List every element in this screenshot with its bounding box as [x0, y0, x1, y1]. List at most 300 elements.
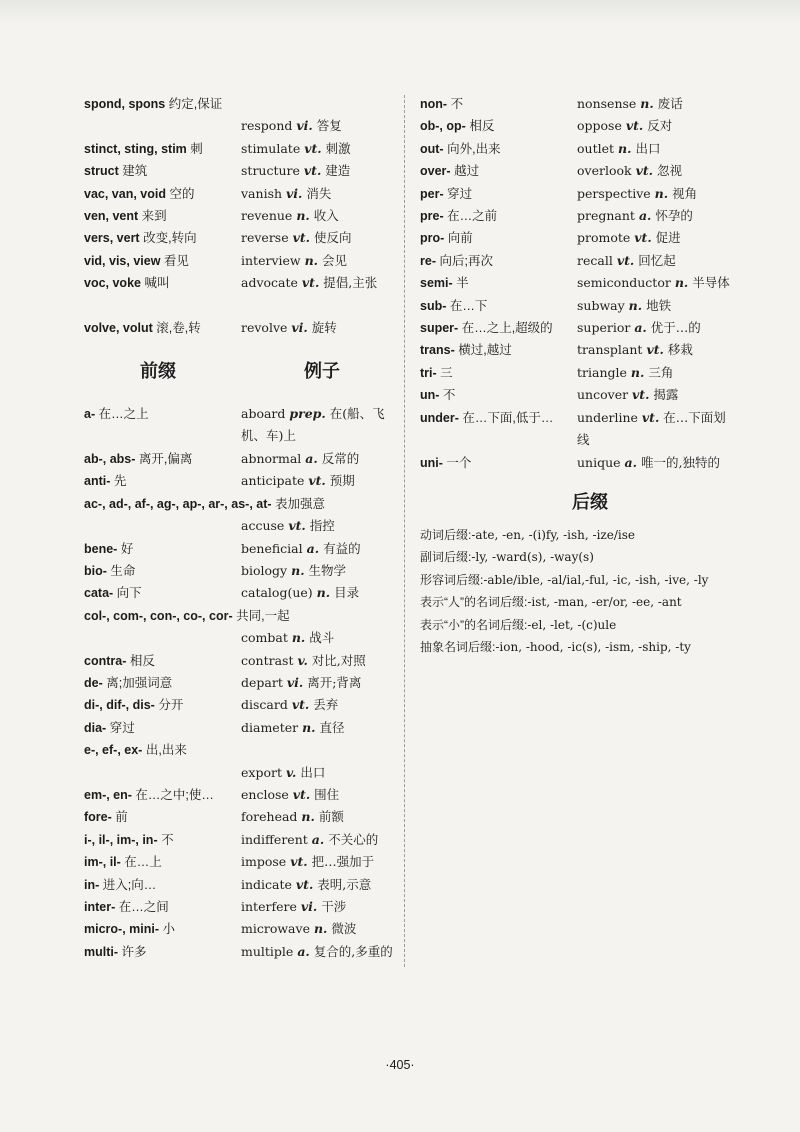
example-cell — [241, 183, 402, 205]
example-meaning: 在…下面划线 — [577, 409, 726, 448]
example-cell — [241, 272, 402, 294]
affix-text: semi- — [420, 276, 453, 291]
table-row — [84, 650, 402, 672]
table-row — [84, 317, 402, 339]
example-cell — [577, 205, 730, 227]
prefix-list-right — [420, 93, 730, 474]
example-word: superior — [577, 320, 631, 336]
affix-cell — [84, 650, 241, 672]
suffix-label: 抽象名词后缀: — [420, 639, 496, 654]
example-cell — [577, 317, 730, 339]
affix-cell — [84, 851, 241, 873]
part-of-speech: n. — [302, 719, 316, 735]
example-word: interview — [241, 252, 301, 268]
example-word: indicate — [241, 876, 292, 892]
affix-meaning: 滚,卷,转 — [156, 320, 201, 335]
example-meaning: 丢弃 — [313, 697, 339, 713]
affix-meaning: 在…之上 — [98, 407, 149, 422]
affix-meaning: 三 — [440, 365, 453, 380]
affix-meaning: 相反 — [469, 119, 495, 134]
example-meaning: 干涉 — [321, 899, 347, 914]
example-word: forehead — [241, 809, 298, 825]
example-cell — [241, 941, 402, 963]
example-cell — [577, 384, 730, 406]
example-cell — [241, 918, 402, 940]
part-of-speech: vi. — [296, 118, 313, 134]
example-cell — [241, 784, 402, 806]
affix-meaning: 向外,出来 — [447, 141, 501, 156]
example-meaning: 出口 — [300, 764, 326, 780]
affix-cell — [420, 115, 577, 137]
table-row — [420, 295, 730, 317]
affix-cell — [420, 407, 577, 429]
suffix-label: 表示“人”的名词后缀: — [420, 595, 528, 610]
table-row — [84, 560, 402, 582]
example-meaning: 忽视 — [656, 163, 682, 179]
affix-meaning: 在…之上,超级的 — [461, 321, 553, 336]
affix-cell — [420, 295, 577, 317]
part-of-speech: a. — [297, 943, 310, 959]
affix-cell — [420, 160, 577, 182]
example-cell — [241, 762, 402, 784]
table-row — [84, 582, 402, 604]
table-row — [84, 470, 402, 492]
example-word: underline — [577, 409, 638, 425]
affix-meaning: 小 — [162, 922, 176, 937]
affix-cell — [420, 183, 577, 205]
table-row — [84, 896, 402, 918]
table-row — [420, 138, 730, 160]
example-word: catalog(ue) — [241, 585, 313, 601]
table-row — [420, 407, 730, 452]
affix-text: de- — [84, 675, 103, 690]
suffix-items: -ion, -hood, -ic(s), -ism, -ship, -ty — [495, 639, 691, 654]
table-row — [84, 694, 402, 716]
affix-meaning: 共同,一起 — [236, 608, 290, 623]
part-of-speech: n. — [630, 364, 645, 380]
affix-cell — [84, 672, 241, 694]
list-item — [420, 636, 730, 658]
example-meaning: 会见 — [322, 252, 348, 268]
example-meaning: 表明,示意 — [317, 876, 372, 892]
example-word: promote — [577, 230, 631, 246]
example-cell — [241, 115, 402, 137]
affix-meaning: 改变,转向 — [143, 231, 197, 246]
part-of-speech: v. — [285, 764, 297, 780]
affix-meaning: 在…之前 — [447, 209, 498, 224]
affix-text: anti- — [84, 474, 111, 489]
example-word: aboard — [241, 406, 286, 422]
example-meaning: 提倡,主张 — [323, 275, 378, 291]
example-meaning: 移栽 — [667, 342, 693, 358]
affix-text: col-, com-, con-, co-, cor- — [84, 608, 233, 623]
affix-text: fore- — [84, 810, 112, 825]
part-of-speech: vt. — [292, 786, 311, 802]
example-word: discard — [241, 697, 288, 713]
table-row — [84, 93, 402, 115]
example-meaning: 唯一的,独特的 — [640, 454, 720, 470]
affix-text: under- — [420, 410, 459, 425]
example-word: beneficial — [241, 540, 303, 556]
table-row — [84, 227, 402, 249]
example-word: structure — [241, 163, 300, 179]
example-word: triangle — [577, 364, 627, 380]
part-of-speech: vt. — [646, 342, 664, 358]
example-word: microwave — [241, 921, 310, 937]
suffix-items: -ate, -en, -(i)fy, -ish, -ize/ise — [471, 527, 635, 542]
affix-cell — [84, 138, 241, 160]
part-of-speech: vt. — [295, 876, 314, 892]
example-cell — [241, 317, 402, 339]
affix-meaning: 在…下 — [449, 298, 488, 313]
example-word: contrast — [241, 652, 294, 668]
affix-meaning: 建筑 — [122, 164, 148, 179]
affix-meaning: 生命 — [110, 563, 136, 578]
affix-text: out- — [420, 141, 444, 156]
affix-cell — [84, 403, 241, 425]
part-of-speech: vt. — [632, 387, 650, 403]
affix-meaning: 许多 — [121, 944, 147, 959]
example-meaning: 有益的 — [323, 540, 361, 556]
affix-cell — [84, 272, 241, 294]
root-volve-row — [84, 317, 402, 339]
left-column — [84, 93, 402, 963]
part-of-speech: a. — [311, 831, 325, 847]
affix-cell — [84, 317, 241, 339]
part-of-speech: vt. — [635, 163, 653, 179]
example-word: export — [241, 764, 282, 780]
example-cell — [241, 582, 402, 604]
affix-meaning: 向下 — [116, 586, 142, 601]
suffix-label: 动词后缀: — [420, 527, 472, 542]
affix-meaning: 分开 — [158, 698, 184, 713]
example-cell — [241, 138, 402, 160]
example-meaning: 目录 — [334, 585, 360, 601]
affix-meaning: 前 — [115, 810, 128, 825]
heading-prefix: 前缀 — [140, 361, 176, 383]
example-meaning: 围住 — [314, 786, 340, 802]
affix-cell — [84, 227, 241, 249]
table-row — [84, 717, 402, 739]
part-of-speech: vt. — [301, 275, 320, 291]
affix-meaning: 在…之间 — [118, 900, 169, 914]
affix-text: pre- — [420, 209, 444, 224]
table-row — [84, 493, 402, 515]
example-cell — [241, 851, 402, 873]
example-meaning: 出口 — [635, 140, 661, 156]
affix-text: vers, vert — [84, 231, 140, 246]
affix-text: inter- — [84, 900, 116, 914]
affix-meaning: 约定,保证 — [168, 97, 223, 111]
affix-text: per- — [420, 186, 444, 201]
affix-text: micro-, mini- — [84, 922, 160, 937]
affix-cell — [84, 918, 241, 940]
example-word: stimulate — [241, 140, 301, 156]
example-cell — [577, 250, 730, 272]
affix-text: contra- — [84, 653, 127, 668]
affix-text: un- — [420, 388, 440, 403]
table-row — [420, 227, 730, 249]
part-of-speech: a. — [306, 540, 320, 556]
example-word: vanish — [241, 185, 283, 201]
affix-text: sub- — [420, 298, 447, 313]
part-of-speech: n. — [291, 630, 306, 646]
part-of-speech: n. — [618, 140, 632, 156]
spacer — [84, 295, 402, 317]
affix-cell — [84, 896, 241, 918]
example-word: unique — [577, 454, 621, 470]
affix-cell — [84, 183, 241, 205]
affix-meaning: 横过,越过 — [458, 343, 512, 358]
affix-text: di-, dif-, dis- — [84, 698, 155, 713]
part-of-speech: vt. — [641, 409, 660, 425]
part-of-speech: v. — [297, 652, 308, 668]
example-meaning: 复合的,多重的 — [313, 943, 393, 959]
example-cell — [241, 560, 402, 582]
example-cell — [241, 160, 402, 182]
suffix-items: -el, -let, -(c)ule — [527, 617, 617, 632]
part-of-speech: n. — [291, 562, 305, 578]
affix-meaning: 越过 — [454, 164, 480, 179]
example-word: combat — [241, 630, 288, 646]
example-meaning: 怀孕的 — [655, 208, 693, 224]
part-of-speech: vt. — [625, 118, 644, 134]
affix-cell — [84, 93, 241, 115]
example-word: impose — [241, 854, 287, 870]
example-meaning: 刺激 — [325, 140, 351, 156]
example-cell — [241, 403, 402, 448]
affix-meaning: 不 — [450, 97, 464, 111]
table-row — [84, 627, 402, 649]
example-word: respond — [241, 118, 293, 134]
table-row — [84, 605, 402, 627]
example-meaning: 三角 — [648, 364, 674, 380]
affix-text: in- — [84, 877, 100, 892]
affix-text: bio- — [84, 563, 107, 578]
part-of-speech: n. — [296, 208, 310, 224]
table-row — [84, 874, 402, 896]
affix-cell — [84, 717, 241, 739]
part-of-speech: a. — [638, 208, 652, 224]
table-row — [84, 762, 402, 784]
part-of-speech: vt. — [303, 163, 322, 179]
example-meaning: 旋转 — [311, 319, 337, 335]
affix-text: ob-, op- — [420, 119, 466, 134]
table-row — [84, 115, 402, 137]
example-meaning: 战斗 — [309, 630, 335, 646]
affix-text: over- — [420, 164, 451, 179]
affix-meaning: 空的 — [169, 186, 195, 201]
affix-cell — [84, 560, 241, 582]
affix-text: struct — [84, 164, 119, 179]
table-row — [84, 138, 402, 160]
example-cell — [241, 205, 402, 227]
page-top-shade — [0, 0, 800, 24]
example-cell — [577, 362, 730, 384]
affix-meaning: 一个 — [446, 455, 472, 470]
table-row — [84, 918, 402, 940]
affix-text: cata- — [84, 586, 114, 601]
example-cell — [577, 452, 730, 474]
example-word: multiple — [241, 943, 294, 959]
table-row — [420, 362, 730, 384]
example-meaning: 反常的 — [321, 450, 360, 466]
affix-meaning: 喊叫 — [144, 276, 170, 291]
part-of-speech: vt. — [290, 854, 308, 870]
part-of-speech: vt. — [288, 518, 306, 534]
affix-text: im-, il- — [84, 855, 121, 870]
example-meaning: 前额 — [318, 809, 344, 825]
affix-meaning: 相反 — [129, 653, 155, 668]
affix-cell — [84, 806, 241, 828]
affix-meaning: 离;加强词意 — [106, 675, 173, 690]
part-of-speech: n. — [654, 185, 669, 201]
example-meaning: 答复 — [316, 118, 342, 134]
example-cell — [241, 829, 402, 851]
suffix-items: -able/ible, -al/ial,-ful, -ic, -ish, -ive, -ly — [483, 572, 709, 587]
part-of-speech: vt. — [291, 697, 310, 713]
affix-text: non- — [420, 97, 448, 111]
example-cell — [241, 470, 402, 492]
part-of-speech: n. — [316, 585, 331, 601]
table-row — [84, 672, 402, 694]
affix-meaning: 出,出来 — [145, 743, 187, 758]
example-meaning: 消失 — [306, 185, 332, 201]
example-meaning: 生物学 — [308, 562, 347, 578]
affix-text: stinct, sting, stim — [84, 141, 187, 156]
affix-meaning: 好 — [120, 541, 134, 556]
affix-text: uni- — [420, 455, 443, 470]
affix-cell — [420, 138, 577, 160]
example-meaning: 在(船、飞机、车)上 — [241, 406, 385, 444]
affix-meaning: 离开,偏离 — [138, 451, 193, 466]
table-row — [84, 739, 402, 761]
table-row — [420, 339, 730, 361]
affix-cell — [84, 829, 241, 851]
affix-text: ac-, ad-, af-, ag-, ap-, ar-, as-, at- — [84, 496, 272, 511]
affix-cell — [420, 205, 577, 227]
table-row — [420, 250, 730, 272]
table-row — [84, 515, 402, 537]
example-cell — [241, 250, 402, 272]
affix-meaning: 表加强意 — [275, 496, 326, 511]
part-of-speech: vt. — [308, 473, 326, 489]
affix-meaning: 向后;再次 — [439, 253, 493, 268]
page-number: ·405· — [385, 1058, 415, 1072]
example-meaning: 优于…的 — [650, 320, 701, 336]
affix-text: spond, spons — [84, 97, 166, 111]
table-row — [84, 183, 402, 205]
example-cell — [241, 806, 402, 828]
example-cell — [241, 538, 402, 560]
example-meaning: 对比,对照 — [311, 652, 366, 668]
example-word: interfere — [241, 899, 297, 914]
example-word: subway — [577, 297, 625, 313]
part-of-speech: vt. — [616, 252, 635, 268]
affix-cell — [84, 470, 241, 492]
affix-cell — [420, 339, 577, 361]
affix-cell — [84, 160, 241, 182]
affix-text: em-, en- — [84, 787, 132, 802]
affix-text: e-, ef-, ex- — [84, 743, 143, 758]
example-cell — [241, 694, 402, 716]
affix-cell — [84, 250, 241, 272]
suffix-label: 副词后缀: — [420, 550, 472, 565]
affix-cell — [84, 739, 241, 761]
example-word: outlet — [577, 140, 615, 156]
example-cell — [241, 627, 402, 649]
affix-cell — [420, 272, 577, 294]
example-meaning: 促进 — [655, 230, 681, 246]
example-word: uncover — [577, 387, 629, 403]
table-row — [84, 806, 402, 828]
example-cell — [241, 717, 402, 739]
list-item — [420, 524, 730, 546]
affix-meaning: 来到 — [141, 209, 167, 224]
example-word: reverse — [241, 230, 289, 246]
suffix-list — [420, 524, 730, 658]
example-word: biology — [241, 562, 288, 578]
affix-text: multi- — [84, 944, 119, 959]
example-word: abnormal — [241, 450, 302, 466]
part-of-speech: vi. — [286, 185, 303, 201]
part-of-speech: a. — [305, 450, 318, 466]
part-of-speech: n. — [304, 252, 319, 268]
affix-meaning: 穿过 — [109, 720, 135, 735]
affix-text: ven, vent — [84, 209, 139, 224]
affix-cell — [84, 605, 402, 627]
table-row — [420, 272, 730, 294]
example-cell — [577, 407, 730, 452]
example-meaning: 半导体 — [692, 275, 730, 291]
example-word: accuse — [241, 518, 285, 534]
affix-text: bene- — [84, 541, 118, 556]
part-of-speech: a. — [624, 454, 637, 470]
affix-text: vid, vis, view — [84, 253, 161, 268]
example-meaning: 收入 — [313, 208, 339, 224]
example-meaning: 把…强加于 — [311, 854, 375, 870]
example-meaning: 地铁 — [646, 297, 672, 313]
example-meaning: 指控 — [309, 518, 335, 534]
example-word: diameter — [241, 719, 299, 735]
example-meaning: 微波 — [331, 921, 357, 937]
affix-text: volve, volut — [84, 320, 153, 335]
affix-meaning: 看见 — [163, 253, 189, 268]
affix-text: dia- — [84, 720, 107, 735]
suffix-items: -ist, -man, -er/or, -ee, -ant — [527, 595, 682, 610]
example-word: recall — [577, 252, 613, 268]
example-meaning: 不关心的 — [328, 831, 379, 847]
affix-text: trans- — [420, 343, 455, 358]
affix-meaning: 向前 — [447, 231, 473, 246]
example-word: indifferent — [241, 831, 308, 847]
affix-text: pro- — [420, 231, 445, 246]
affix-cell — [84, 493, 402, 515]
table-row — [420, 183, 730, 205]
table-row — [84, 205, 402, 227]
table-row — [420, 115, 730, 137]
column-divider — [404, 95, 405, 967]
table-row — [84, 941, 402, 963]
heading-suffix: 后缀 — [572, 491, 608, 513]
example-word: enclose — [241, 786, 289, 802]
affix-cell — [420, 362, 577, 384]
table-row — [84, 250, 402, 272]
example-word: depart — [241, 674, 283, 690]
example-cell — [241, 227, 402, 249]
affix-text: ab-, abs- — [84, 451, 136, 466]
affix-meaning: 在…之中;使… — [135, 787, 214, 802]
